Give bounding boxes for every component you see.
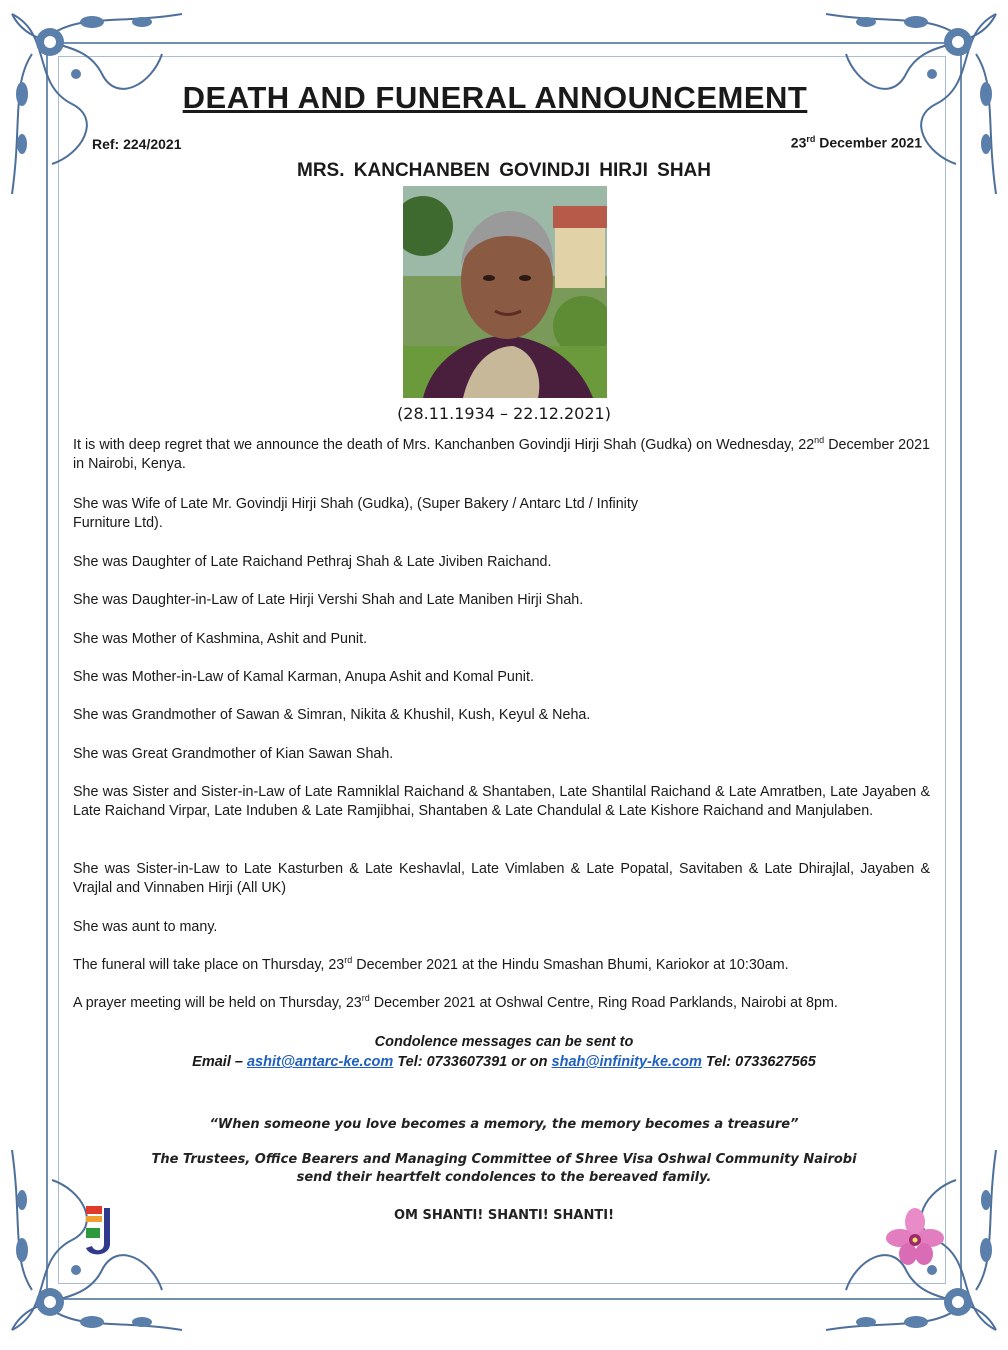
condolence-contacts (0, 1032, 1008, 1072)
paragraph-funeral: The funeral will take place on Thursday, 23rd December 2021 at the Hindu Smashan Bhumi, Kariokor at 10:30am. (73, 955, 789, 973)
paragraph-children: She was Mother of Kashmina, Ashit and Punit. (73, 631, 368, 647)
paragraph-great-grandchildren: She was Great Grandmother of Kian Sawan Shah. (73, 746, 394, 762)
portrait-photo (403, 186, 607, 398)
condolence-line: Email – ashit@antarc-ke.com Tel: 0733607391 or on shah@infinity-ke.com Tel: 0733627565 (192, 1054, 816, 1070)
paragraph-aunt: She was aunt to many. (73, 919, 218, 935)
condolence-heading: Condolence messages can be sent to (374, 1034, 634, 1050)
reference-number: Ref: 224/2021 (92, 136, 182, 152)
jain-symbol-logo (80, 1204, 120, 1262)
announcement-date: 23rd December 2021 (790, 134, 922, 151)
paragraph-spouse: She was Wife of Late Mr. Govindji Hirji Shah (Gudka), (Super Bakery / Antarc Ltd / Infinity Furniture Ltd). (73, 496, 638, 532)
orchid-flower-icon (886, 1208, 944, 1266)
email-link-shah[interactable]: shah@infinity-ke.com (551, 1054, 702, 1070)
deceased-name: MRS. KANCHANBEN GOVINDJI HIRJI SHAH (297, 160, 711, 181)
paragraph-parents: She was Daughter of Late Raichand Pethraj Shah & Late Jiviben Raichand. (73, 554, 552, 570)
page-title: DEATH AND FUNERAL ANNOUNCEMENT (182, 80, 808, 115)
trustees-condolence: The Trustees, Office Bearers and Managing Committee of Shree Visa Oshwal Community Nairobi send their heartfelt condolences to the bereaved family. (151, 1152, 857, 1185)
paragraph-children-in-law: She was Mother-in-Law of Kamal Karman, Anupa Ashit and Komal Punit. (73, 669, 534, 685)
paragraph-siblings: She was Sister and Sister-in-Law of Late Ramniklal Raichand & Shantaben, Late Shantilal Raichand & Late Amratben, Late Jayaben & Late Raichand Virpar, Late Induben & Late Ramjibhai, Shantaben & Late Chandulal & Late Kishore Raichand and Manjulaben. (73, 784, 930, 820)
memorial-quote: “When someone you love becomes a memory, the memory becomes a treasure” (209, 1117, 799, 1132)
paragraph-death-notice: It is with deep regret that we announce the death of Mrs. Kanchanben Govindji Hirji Shah (Gudka) on Wednesday, 22nd December 2021 in Nairobi, Kenya. (73, 435, 930, 473)
paragraph-prayer-meeting: A prayer meeting will be held on Thursday, 23rd December 2021 at Oshwal Centre, Ring Road Parklands, Nairobi at 8pm. (73, 993, 838, 1011)
paragraph-parents-in-law: She was Daughter-in-Law of Late Hirji Vershi Shah and Late Maniben Hirji Shah. (73, 592, 584, 608)
lifespan-dates: (28.11.1934 – 22.12.2021) (397, 404, 611, 423)
paragraph-siblings-in-law: She was Sister-in-Law to Late Kasturben & Late Keshavlal, Late Vimlaben & Late Popatal, Savitaben & Late Dhirajlal, Jayaben & Vrajlal and Vinnaben Hirji (All UK) (73, 861, 930, 897)
om-shanti: OM SHANTI! SHANTI! SHANTI! (393, 1208, 615, 1223)
email-link-ashit[interactable]: ashit@antarc-ke.com (246, 1054, 394, 1070)
paragraph-grandchildren: She was Grandmother of Sawan & Simran, Nikita & Khushil, Kush, Keyul & Neha. (73, 707, 591, 723)
